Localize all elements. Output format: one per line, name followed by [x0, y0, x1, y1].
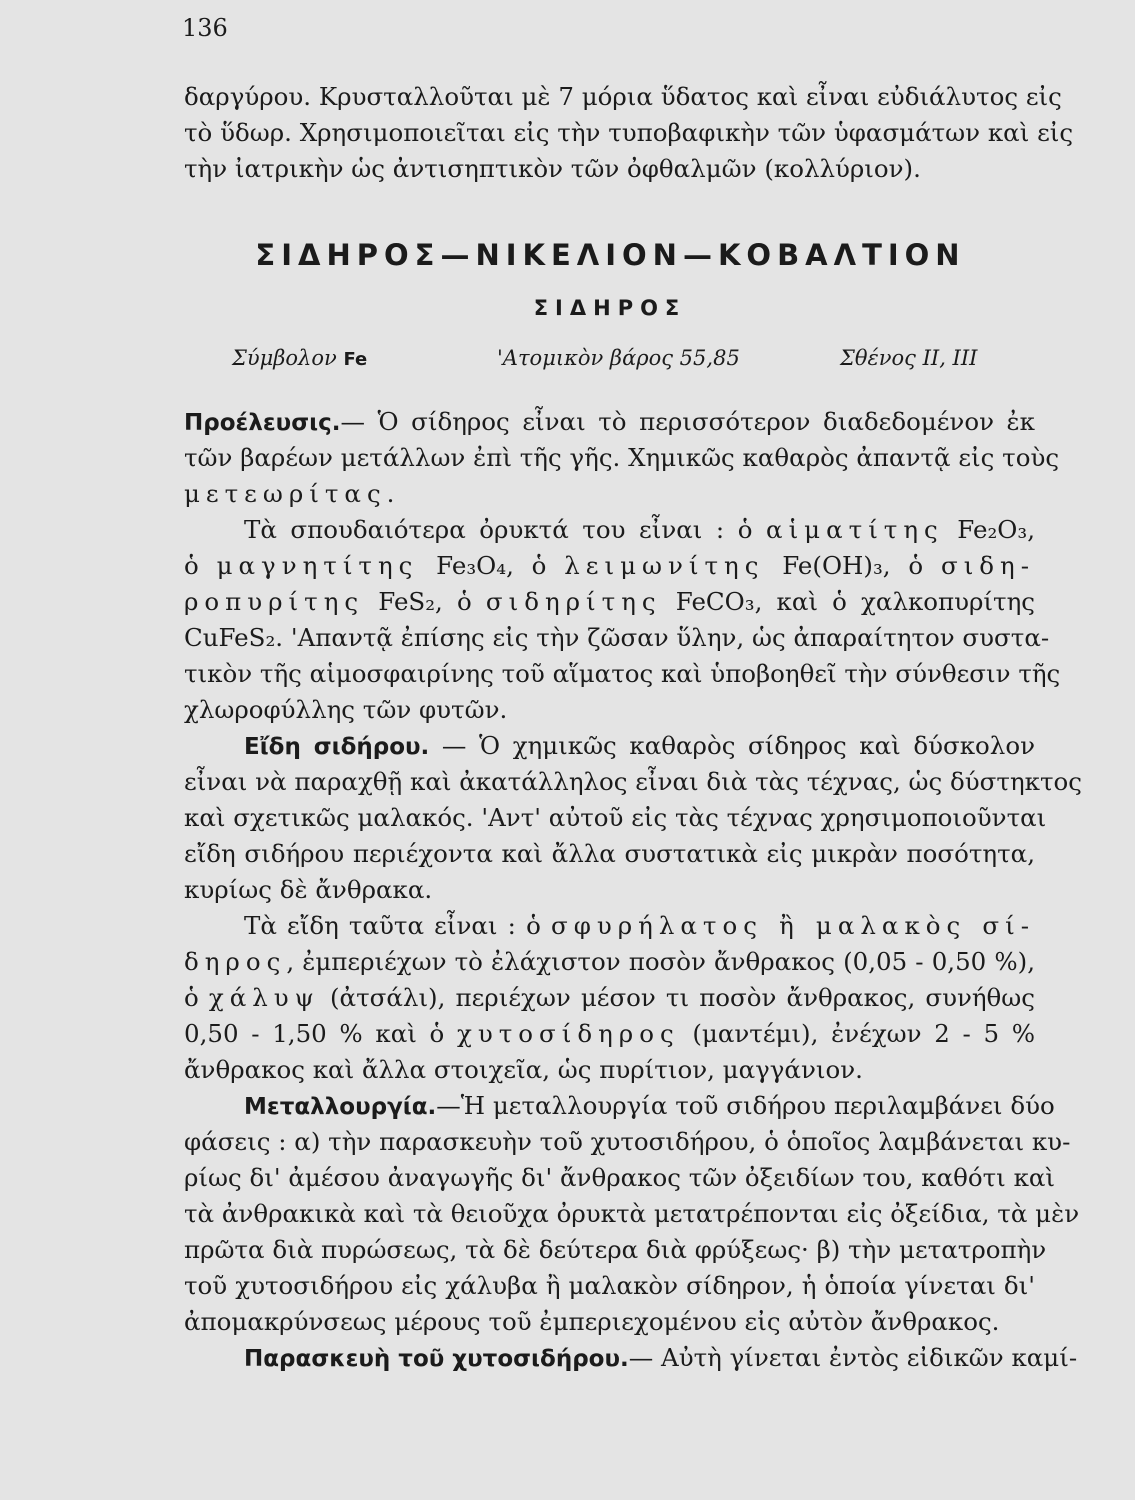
eidi-line-4: εἴδη σιδήρου περιέχοντα καὶ ἄλλα συστατικὰ εἰς μικρὰν ποσότητα, [184, 839, 1035, 868]
eidi2-line-5: ἄνθρακος καὶ ἄλλα στοιχεῖα, ὡς πυρίτιον, μαγγάνιον. [184, 1055, 863, 1084]
eidi-line-2: εἶναι νὰ παραχθῇ καὶ ἀκατάλληλος εἶναι διὰ τὰς τέχνας, ὡς δύστηκτος [184, 767, 1082, 796]
proeleusis-line-2: τῶν βαρέων μετάλλων ἐπὶ τῆς γῆς. Χημικῶς καθαρὸς ἀπαντᾷ εἰς τοὺς [184, 443, 1060, 472]
orykta-line-4: CuFeS₂. 'Απαντᾷ ἐπίσης εἰς τὴν ζῶσαν ὕλην, ὡς ἀπαραίτητον συστα- [184, 623, 1050, 652]
emphasis-term: μαγνητίτης [216, 551, 419, 580]
orykta-line-6: χλωροφύλλης τῶν φυτῶν. [184, 695, 508, 724]
eidi2-line-3: ὁ χάλυψ (ἀτσάλι), περιέχων μέσον τι ποσὸν ἄνθρακος, συνήθως [184, 983, 1035, 1012]
page-number: 136 [182, 14, 228, 42]
metallourgia-title: Μεταλλουργία. [244, 1094, 437, 1120]
section-heading: ΣΙΔΗΡΟΣ [533, 296, 687, 320]
metallourgia-line-4: τὰ ἀνθρακικὰ καὶ τὰ θειοῦχα ὀρυκτὰ μετατρέπονται εἰς ὀξείδια, τὰ μὲν [184, 1199, 1080, 1228]
eidi-line-1: Εἴδη σιδήρου. — Ὁ χημικῶς καθαρὸς σίδηρος καὶ δύσκολον [244, 731, 1035, 760]
eidi-line-5: κυρίως δὲ ἄνθρακα. [184, 875, 433, 904]
symbol-value: Fe [343, 349, 368, 370]
intro-line-2: τὸ ὕδωρ. Χρησιμοποιεῖται εἰς τὴν τυποβαφικὴν τῶν ὑφασμάτων καὶ εἰς [184, 118, 1074, 147]
paraskevi-line-1: Παρασκευὴ τοῦ χυτοσιδήρου.— Αὐτὴ γίνεται ἐντὸς εἰδικῶν καμί- [244, 1343, 1078, 1372]
emphasis-term: σφυρήλατος ἢ μαλακὸς σί- [550, 911, 1035, 940]
metallourgia-line-2: φάσεις : α) τὴν παρασκευὴν τοῦ χυτοσιδήρου, ὁ ὁποῖος λαμβάνεται κυ- [184, 1127, 1071, 1156]
eidi2-line-1: Τὰ εἴδη ταῦτα εἶναι : ὁ σφυρήλατος ἢ μαλακὸς σί- [244, 911, 1035, 940]
intro-line-3: τὴν ἰατρικὴν ὡς ἀντισηπτικὸν τῶν ὀφθαλμῶν (κολλύριον). [184, 154, 921, 183]
metallourgia-line-6: τοῦ χυτοσιδήρου εἰς χάλυβα ἢ μαλακὸν σίδηρον, ἡ ὁποία γίνεται δι' [184, 1271, 1035, 1300]
orykta-line-3: ροπυρίτης FeS₂, ὁ σιδηρίτης FeCO₃, καὶ ὁ χαλκοπυρίτης [184, 587, 1035, 616]
emphasis-term: χυτοσίδηρος [456, 1019, 680, 1048]
atomic-weight: 'Ατομικὸν βάρος 55,85 [497, 346, 740, 370]
emphasis-term: χάλυψ [208, 983, 320, 1012]
proeleusis-line-3: μετεωρίτας. [184, 479, 401, 508]
paraskevi-title: Παρασκευὴ τοῦ χυτοσιδήρου. [244, 1346, 629, 1372]
emphasis-term: αἱματίτης [766, 515, 944, 544]
emphasis-term: σιδη- [940, 551, 1036, 580]
emphasis-term: δηρος [184, 947, 287, 976]
intro-line-1: δαργύρου. Κρυσταλλοῦται μὲ 7 μόρια ὕδατος καὶ εἶναι εὐδιάλυτος εἰς [184, 82, 1062, 111]
orykta-line-1: Τὰ σπουδαιότερα ὀρυκτά του εἶναι : ὁ αἱματίτης Fe₂O₃, [244, 515, 1035, 544]
symbol-info: Σύμβολον Fe [232, 346, 368, 370]
orykta-line-5: τικὸν τῆς αἱμοσφαιρίνης τοῦ αἵματος καὶ ὑποβοηθεῖ τὴν σύνθεσιν τῆς [184, 659, 1061, 688]
emphasis-term: σιδηρίτης [485, 587, 662, 616]
metallourgia-line-3: ρίως δι' ἀμέσου ἀναγωγῆς δι' ἄνθρακος τῶν ὀξειδίων του, καθότι καὶ [184, 1163, 1056, 1192]
proeleusis-title: Προέλευσις. [184, 410, 341, 436]
metallourgia-line-5: πρῶτα διὰ πυρώσεως, τὰ δὲ δεύτερα διὰ φρύξεως· β) τὴν μετατροπὴν [184, 1235, 1047, 1264]
proeleusis-line-1: Προέλευσις.— Ὁ σίδηρος εἶναι τὸ περισσότερον διαδεδομένον ἐκ [184, 407, 1035, 436]
valence: Σθένος II, III [840, 346, 978, 370]
eidi-line-3: καὶ σχετικῶς μαλακός. 'Αντ' αὐτοῦ εἰς τὰς τέχνας χρησιμοποιοῦνται [184, 803, 1047, 832]
chapter-heading: ΣΙΔΗΡΟΣ—ΝΙΚΕΛΙΟΝ—ΚΟΒΑΛΤΙΟΝ [255, 238, 966, 272]
metallourgia-line-7: ἀπομακρύνσεως μέρους τοῦ ἐμπεριεχομένου εἰς αὐτὸν ἄνθρακος. [184, 1307, 1000, 1336]
metallourgia-line-1: Μεταλλουργία.—Ἡ μεταλλουργία τοῦ σιδήρου περιλαμβάνει δύο [244, 1091, 1055, 1120]
orykta-line-2: ὁ μαγνητίτης Fe₃O₄, ὁ λειμωνίτης Fe(OH)₃, ὁ σιδη- [184, 551, 1036, 580]
eidi2-line-4: 0,50 - 1,50 % καὶ ὁ χυτοσίδηρος (μαντέμι), ἐνέχων 2 - 5 % [184, 1019, 1035, 1048]
eidi2-line-2: δηρος, ἐμπεριέχων τὸ ἐλάχιστον ποσὸν ἄνθρακος (0,05 - 0,50 %), [184, 947, 1035, 976]
eidi-title: Εἴδη σιδήρου. [244, 734, 430, 760]
emphasis-term: ροπυρίτης [184, 587, 365, 616]
emphasis-term: λειμωνίτης [564, 551, 765, 580]
